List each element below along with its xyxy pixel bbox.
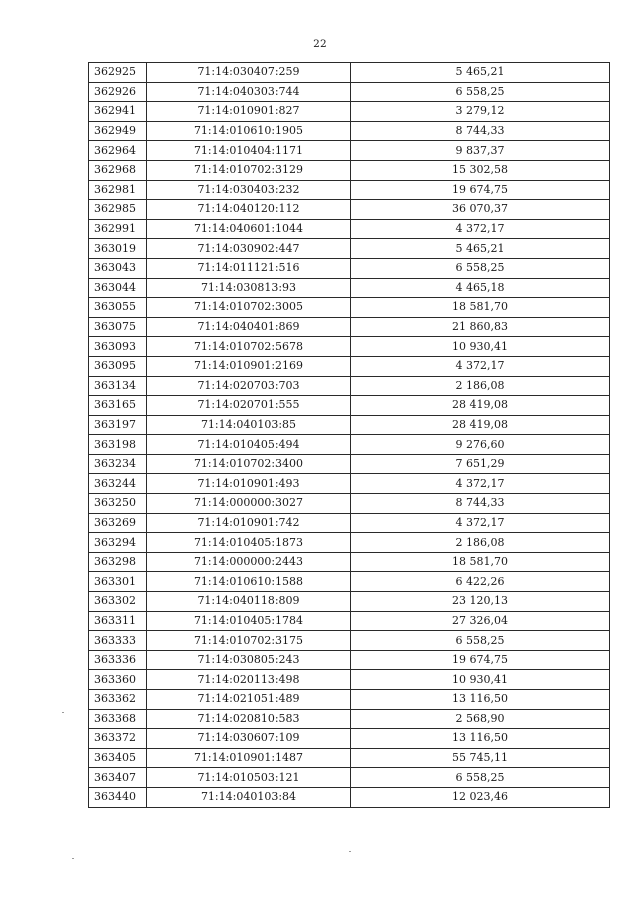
table-row <box>89 670 610 690</box>
cadastral-number-cell: 71:14:030902:447 <box>147 239 351 259</box>
data-table-container <box>88 62 610 808</box>
table-body <box>89 63 610 808</box>
amount-cell: 55 745,11 <box>351 748 610 768</box>
cadastral-number-cell: 71:14:010405:1784 <box>147 611 351 631</box>
cadastral-number-cell: 71:14:010901:742 <box>147 513 351 533</box>
row-id-cell: 363043 <box>89 258 147 278</box>
table-row <box>89 102 610 122</box>
row-id-cell: 363360 <box>89 670 147 690</box>
amount-cell: 6 558,25 <box>351 82 610 102</box>
cadastral-number-cell: 71:14:010702:3400 <box>147 454 351 474</box>
table-row <box>89 690 610 710</box>
row-id-cell: 363197 <box>89 415 147 435</box>
cadastral-number-cell: 71:14:010405:1873 <box>147 533 351 553</box>
table-row <box>89 474 610 494</box>
scan-speck <box>349 851 351 852</box>
cadastral-number-cell: 71:14:040601:1044 <box>147 219 351 239</box>
cadastral-number-cell: 71:14:000000:3027 <box>147 494 351 514</box>
table-row <box>89 533 610 553</box>
data-table <box>88 62 610 808</box>
amount-cell: 13 116,50 <box>351 729 610 749</box>
table-row <box>89 415 610 435</box>
page-number: 22 <box>313 38 327 50</box>
row-id-cell: 363019 <box>89 239 147 259</box>
row-id-cell: 363134 <box>89 376 147 396</box>
row-id-cell: 363294 <box>89 533 147 553</box>
table-row <box>89 258 610 278</box>
table-row <box>89 356 610 376</box>
cadastral-number-cell: 71:14:040401:869 <box>147 317 351 337</box>
amount-cell: 3 279,12 <box>351 102 610 122</box>
amount-cell: 19 674,75 <box>351 650 610 670</box>
scan-speck <box>62 712 64 713</box>
amount-cell: 10 930,41 <box>351 337 610 357</box>
table-row <box>89 454 610 474</box>
amount-cell: 4 372,17 <box>351 356 610 376</box>
row-id-cell: 363440 <box>89 787 147 807</box>
cadastral-number-cell: 71:14:010901:2169 <box>147 356 351 376</box>
amount-cell: 5 465,21 <box>351 239 610 259</box>
amount-cell: 2 186,08 <box>351 376 610 396</box>
table-row <box>89 787 610 807</box>
amount-cell: 6 558,25 <box>351 258 610 278</box>
cadastral-number-cell: 71:14:010901:493 <box>147 474 351 494</box>
cadastral-number-cell: 71:14:010702:3175 <box>147 631 351 651</box>
table-row <box>89 82 610 102</box>
table-row <box>89 376 610 396</box>
amount-cell: 19 674,75 <box>351 180 610 200</box>
row-id-cell: 363405 <box>89 748 147 768</box>
table-row <box>89 278 610 298</box>
row-id-cell: 363407 <box>89 768 147 788</box>
row-id-cell: 362981 <box>89 180 147 200</box>
cadastral-number-cell: 71:14:020810:583 <box>147 709 351 729</box>
amount-cell: 23 120,13 <box>351 592 610 612</box>
cadastral-number-cell: 71:14:010610:1588 <box>147 572 351 592</box>
cadastral-number-cell: 71:14:020701:555 <box>147 396 351 416</box>
amount-cell: 10 930,41 <box>351 670 610 690</box>
row-id-cell: 363234 <box>89 454 147 474</box>
row-id-cell: 363244 <box>89 474 147 494</box>
amount-cell: 2 186,08 <box>351 533 610 553</box>
cadastral-number-cell: 71:14:040103:85 <box>147 415 351 435</box>
cadastral-number-cell: 71:14:010702:3129 <box>147 160 351 180</box>
table-row <box>89 337 610 357</box>
row-id-cell: 363075 <box>89 317 147 337</box>
row-id-cell: 362949 <box>89 121 147 141</box>
cadastral-number-cell: 71:14:011121:516 <box>147 258 351 278</box>
table-row <box>89 239 610 259</box>
table-row <box>89 552 610 572</box>
row-id-cell: 362941 <box>89 102 147 122</box>
table-row <box>89 141 610 161</box>
cadastral-number-cell: 71:14:010503:121 <box>147 768 351 788</box>
table-row <box>89 650 610 670</box>
row-id-cell: 362991 <box>89 219 147 239</box>
cadastral-number-cell: 71:14:010901:827 <box>147 102 351 122</box>
amount-cell: 18 581,70 <box>351 298 610 318</box>
amount-cell: 13 116,50 <box>351 690 610 710</box>
amount-cell: 18 581,70 <box>351 552 610 572</box>
row-id-cell: 362964 <box>89 141 147 161</box>
amount-cell: 21 860,83 <box>351 317 610 337</box>
cadastral-number-cell: 71:14:021051:489 <box>147 690 351 710</box>
cadastral-number-cell: 71:14:030407:259 <box>147 63 351 83</box>
cadastral-number-cell: 71:14:020113:498 <box>147 670 351 690</box>
amount-cell: 2 568,90 <box>351 709 610 729</box>
table-row <box>89 572 610 592</box>
row-id-cell: 363302 <box>89 592 147 612</box>
row-id-cell: 363044 <box>89 278 147 298</box>
table-row <box>89 631 610 651</box>
amount-cell: 28 419,08 <box>351 396 610 416</box>
row-id-cell: 363198 <box>89 435 147 455</box>
cadastral-number-cell: 71:14:030805:243 <box>147 650 351 670</box>
row-id-cell: 363336 <box>89 650 147 670</box>
amount-cell: 4 465,18 <box>351 278 610 298</box>
row-id-cell: 362925 <box>89 63 147 83</box>
row-id-cell: 362926 <box>89 82 147 102</box>
table-row <box>89 709 610 729</box>
cadastral-number-cell: 71:14:040303:744 <box>147 82 351 102</box>
table-row <box>89 748 610 768</box>
row-id-cell: 363095 <box>89 356 147 376</box>
amount-cell: 27 326,04 <box>351 611 610 631</box>
table-row <box>89 592 610 612</box>
table-row <box>89 298 610 318</box>
row-id-cell: 363368 <box>89 709 147 729</box>
cadastral-number-cell: 71:14:020703:703 <box>147 376 351 396</box>
row-id-cell: 363298 <box>89 552 147 572</box>
amount-cell: 8 744,33 <box>351 494 610 514</box>
table-row <box>89 219 610 239</box>
amount-cell: 6 558,25 <box>351 631 610 651</box>
amount-cell: 6 422,26 <box>351 572 610 592</box>
cadastral-number-cell: 71:14:010610:1905 <box>147 121 351 141</box>
row-id-cell: 362985 <box>89 200 147 220</box>
row-id-cell: 363301 <box>89 572 147 592</box>
table-row <box>89 180 610 200</box>
amount-cell: 8 744,33 <box>351 121 610 141</box>
amount-cell: 5 465,21 <box>351 63 610 83</box>
row-id-cell: 363362 <box>89 690 147 710</box>
cadastral-number-cell: 71:14:000000:2443 <box>147 552 351 572</box>
table-row <box>89 396 610 416</box>
cadastral-number-cell: 71:14:040103:84 <box>147 787 351 807</box>
scan-speck <box>72 858 74 859</box>
row-id-cell: 363269 <box>89 513 147 533</box>
amount-cell: 9 837,37 <box>351 141 610 161</box>
row-id-cell: 363333 <box>89 631 147 651</box>
cadastral-number-cell: 71:14:010702:3005 <box>147 298 351 318</box>
row-id-cell: 363372 <box>89 729 147 749</box>
table-row <box>89 63 610 83</box>
table-row <box>89 768 610 788</box>
amount-cell: 9 276,60 <box>351 435 610 455</box>
cadastral-number-cell: 71:14:010404:1171 <box>147 141 351 161</box>
cadastral-number-cell: 71:14:040120:112 <box>147 200 351 220</box>
cadastral-number-cell: 71:14:040118:809 <box>147 592 351 612</box>
cadastral-number-cell: 71:14:010901:1487 <box>147 748 351 768</box>
amount-cell: 4 372,17 <box>351 513 610 533</box>
cadastral-number-cell: 71:14:010702:5678 <box>147 337 351 357</box>
table-row <box>89 317 610 337</box>
row-id-cell: 362968 <box>89 160 147 180</box>
cadastral-number-cell: 71:14:030607:109 <box>147 729 351 749</box>
amount-cell: 12 023,46 <box>351 787 610 807</box>
table-row <box>89 200 610 220</box>
table-row <box>89 494 610 514</box>
table-row <box>89 435 610 455</box>
amount-cell: 6 558,25 <box>351 768 610 788</box>
row-id-cell: 363311 <box>89 611 147 631</box>
amount-cell: 4 372,17 <box>351 474 610 494</box>
amount-cell: 7 651,29 <box>351 454 610 474</box>
amount-cell: 28 419,08 <box>351 415 610 435</box>
row-id-cell: 363055 <box>89 298 147 318</box>
table-row <box>89 513 610 533</box>
row-id-cell: 363165 <box>89 396 147 416</box>
cadastral-number-cell: 71:14:030813:93 <box>147 278 351 298</box>
cadastral-number-cell: 71:14:030403:232 <box>147 180 351 200</box>
cadastral-number-cell: 71:14:010405:494 <box>147 435 351 455</box>
table-row <box>89 729 610 749</box>
table-row <box>89 611 610 631</box>
row-id-cell: 363093 <box>89 337 147 357</box>
table-row <box>89 160 610 180</box>
amount-cell: 36 070,37 <box>351 200 610 220</box>
amount-cell: 15 302,58 <box>351 160 610 180</box>
table-row <box>89 121 610 141</box>
row-id-cell: 363250 <box>89 494 147 514</box>
amount-cell: 4 372,17 <box>351 219 610 239</box>
